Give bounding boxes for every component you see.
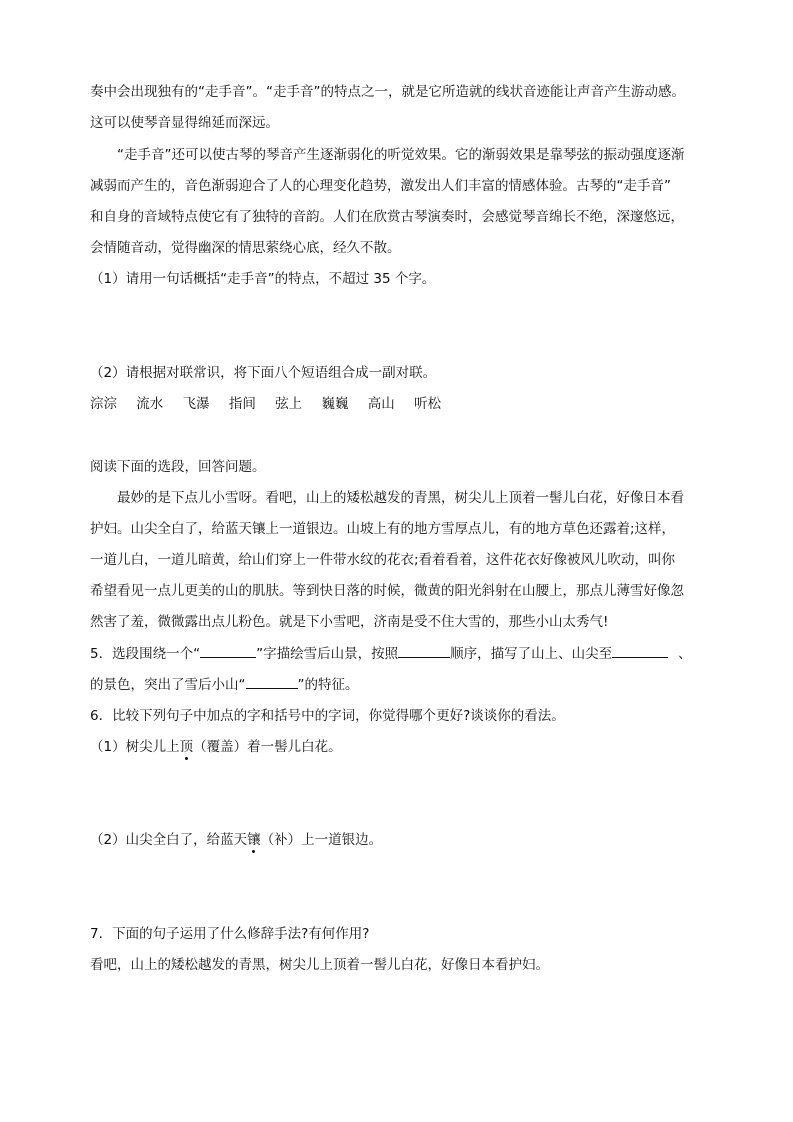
phrase: 指间 [228, 396, 256, 412]
reading-line: 护妇。山尖全白了，给蓝天镶上一道银边。山坡上有的地方雪厚点儿，有的地方草色还露着;这样， [90, 521, 676, 537]
reading-line: 一道儿白，一道儿暗黄，给山们穿上一件带水纹的花衣;看着看着，这件花衣好像被风儿吹动，叫你 [90, 552, 676, 568]
phrase: 飞瀑 [182, 396, 210, 412]
phrase: 弦上 [275, 396, 303, 412]
question-5-line-1: 5．选段围绕一个“ ”字描绘雪后山景，按照 顺序，描写了山上、山尖至 、 [90, 643, 692, 664]
passage-line: 减弱而产生的，音色渐弱迎合了人的心理变化趋势，激发出人们丰富的情感体验。古琴的“走手音” [90, 178, 671, 194]
reading-intro: 阅读下面的选段，回答问题。 [90, 459, 266, 475]
reading-line: 希望看见一点儿更美的山的肌肤。等到快日落的时候，微黄的阳光斜射在山腰上，那点儿薄雪好像忽 [90, 583, 684, 599]
question-6: 6．比较下列句子中加点的字和括号中的字词，你觉得哪个更好?谈谈你的看法。 [90, 708, 565, 724]
phrase-list [90, 394, 456, 414]
emphasis-char: 顶 [179, 739, 194, 755]
question-1: （1）请用一句话概括“走手音”的特点，不超过 35 个字。 [90, 271, 436, 287]
question-7-sentence: 看吧，山上的矮松越发的青黑，树尖儿上顶着一髻儿白花，好像日本看护妇。 [90, 957, 549, 973]
reading-line: 最妙的是下点儿小雪呀。看吧，山上的矮松越发的青黑，树尖儿上顶着一髻儿白花，好像日本看 [117, 490, 684, 506]
answer-blank[interactable] [246, 674, 298, 689]
reading-line: 然害了羞，微微露出点儿粉色。就是下小雪吧，济南是受不住大雪的，那些小山太秀气! [90, 614, 609, 630]
emphasis-char: 镶 [247, 832, 261, 848]
phrase: 听松 [414, 396, 442, 412]
question-5-line-2: 的景色，突出了雪后小山“ ”的特征。 [90, 674, 359, 695]
answer-blank[interactable] [200, 643, 256, 658]
answer-blank[interactable] [398, 643, 450, 658]
phrase: 高山 [367, 396, 395, 412]
question-6-sentence-1: （1）树尖儿上顶（覆盖）着一髻儿白花。 [90, 739, 342, 755]
phrase: 巍巍 [321, 396, 349, 412]
passage-line: 会情随音动，觉得幽深的情思萦绕心底，经久不散。 [90, 240, 401, 256]
question-7: 7．下面的句子运用了什么修辞手法?有何作用? [90, 926, 370, 942]
question-2: （2）请根据对联常识，将下面八个短语组合成一副对联。 [90, 365, 437, 381]
question-6-sentence-2: （2）山尖全白了，给蓝天镶（补）上一道银边。 [90, 832, 383, 848]
phrase: 流水 [136, 396, 164, 412]
passage-line: 和自身的音域特点使它有了独特的音韵。人们在欣赏古琴演奏时，会感觉琴音绵长不绝，深邃悠远， [90, 209, 684, 225]
answer-blank[interactable] [612, 643, 668, 658]
passage-line: 这可以使琴音显得绵延而深远。 [90, 115, 279, 131]
passage-line: 奏中会出现独有的“走手音”。“走手音”的特点之一，就是它所造就的线状音迹能让声音产生游动感。 [90, 84, 685, 100]
passage-line: “走手音”还可以使古琴的琴音产生逐渐弱化的听觉效果。它的渐弱效果是靠琴弦的振动强度逐渐 [117, 147, 685, 163]
phrase: 淙淙 [90, 396, 117, 412]
